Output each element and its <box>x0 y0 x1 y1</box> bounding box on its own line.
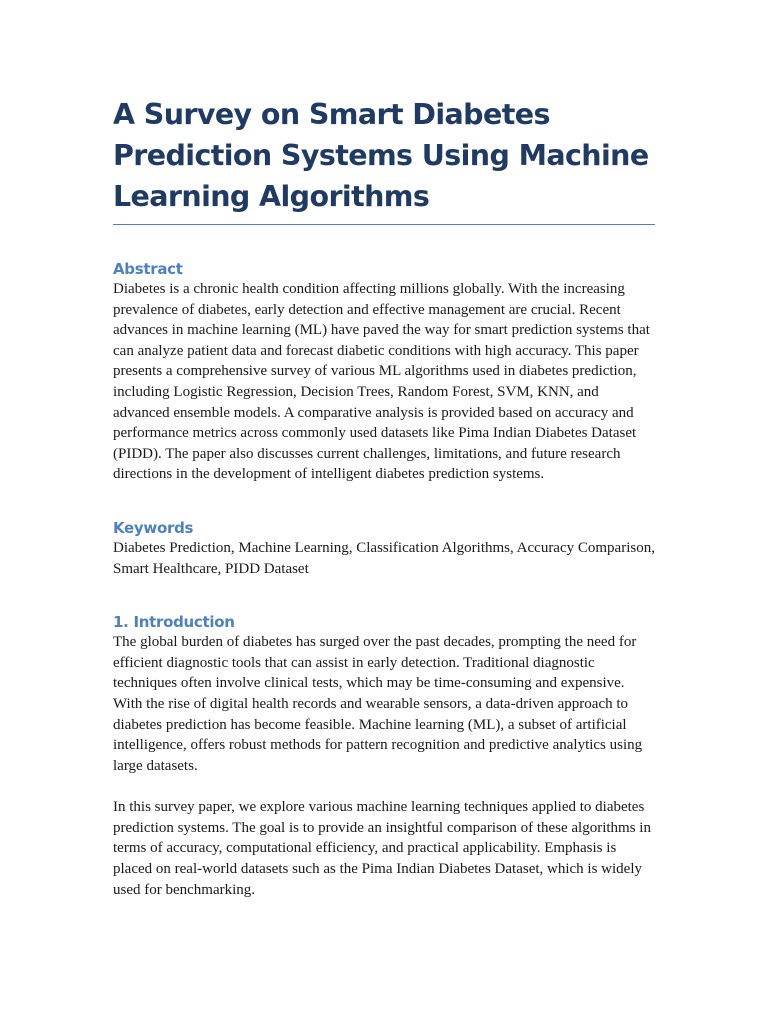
keywords-heading: Keywords <box>113 518 194 537</box>
document-page <box>113 94 655 900</box>
abstract-text: Diabetes is a chronic health condition affecting millions globally. With the increasing prevalence of diabetes, early detection and effective management are crucial. Recent advances in machine learning (ML) have paved the way for smart prediction systems that can analyze patient data and forecast diabetic conditions with high accuracy. This paper presents a comprehensive survey of various ML algorithms used in diabetes prediction, including Logistic Regression, Decision Trees, Random Forest, SVM, KNN, and advanced ensemble models. A comparative analysis is provided based on accuracy and performance metrics across commonly used datasets like Pima Indian Diabetes Dataset (PIDD). The paper also discusses current challenges, limitations, and future research directions in the development of intelligent diabetes prediction systems. <box>113 281 650 483</box>
introduction-paragraph-1: The global burden of diabetes has surged over the past decades, prompting the need for efficient diagnostic tools that can assist in early detection. Traditional diagnostic techniques often involve clinical tests, which may be time-consuming and expensive. With the rise of digital health records and wearable sensors, a data-driven approach to diabetes prediction has become feasible. Machine learning (ML), a subset of artificial intelligence, offers robust methods for pattern recognition and predictive analytics using large datasets. <box>113 634 643 774</box>
introduction-heading: 1. Introduction <box>113 613 235 632</box>
keywords-text: Diabetes Prediction, Machine Learning, Classification Algorithms, Accuracy Comparison, Smart Healthcare, PIDD Dataset <box>113 539 655 577</box>
paper-title: A Survey on Smart Diabetes Prediction Systems Using Machine Learning Algorithms <box>113 94 655 225</box>
abstract-heading: Abstract <box>113 260 183 278</box>
introduction-paragraph-2: In this survey paper, we explore various machine learning techniques applied to diabetes prediction systems. The goal is to provide an insightful comparison of these algorithms in terms of accuracy, computational efficiency, and practical applicability. Emphasis is placed on real-world datasets such as the Pima Indian Diabetes Dataset, which is widely used for benchmarking. <box>113 799 651 898</box>
